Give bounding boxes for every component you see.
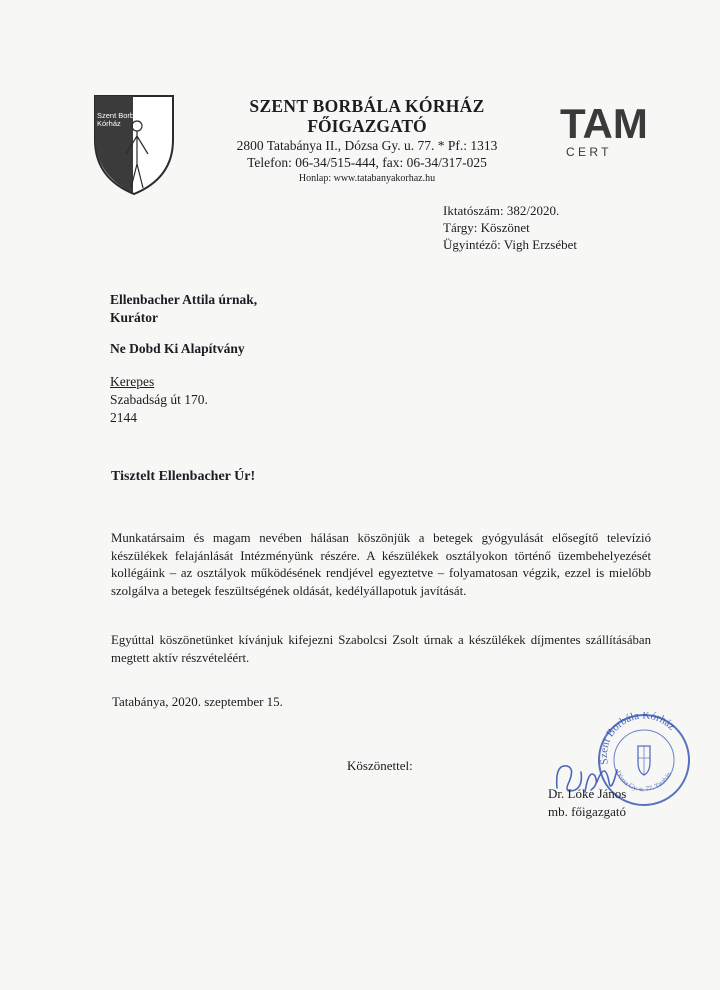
recipient-city: Kerepes [110,374,155,389]
file-number: Iktatószám: 382/2020. [443,203,560,218]
recipient-postcode: 2144 [110,410,137,425]
body-paragraph-1: Munkatársaim és magam nevében hálásan köszönjük a betegek gyógyulását elősegítő televízió készülékek felajánlását Intézményünk részére. A készülékek osztályokon történő üzembehelyezését kollégáink – az osztályok működésének rendjével egyeztetve – folyamatosan végzik, ezzel is mielőbb szolgálva a betegek feszültségének oldását, kedélyállapotuk javítását. [111,531,651,598]
recipient-street: Szabadság út 170. [110,392,208,407]
subject: Tárgy: Köszönet [443,220,530,235]
stamp-text: Szent Borbála Kórház [597,712,678,766]
recipient-block [110,291,257,327]
signer-role: mb. főigazgató [548,804,626,819]
signer-block [548,785,626,821]
closing: Köszönettel: [347,758,413,773]
institution-website: Honlap: www.tatabanyakorhaz.hu [298,173,436,184]
recipient-address [110,373,208,427]
institution-name: SZENT BORBÁLA KÓRHÁZ [249,96,485,116]
letter-date: Tatabánya, 2020. szeptember 15. [112,694,283,709]
institution-title: FŐIGAZGATÓ [307,116,427,136]
administrator: Ügyintéző: Vigh Erzsébet [443,237,577,252]
tam-logo-text: TAM [560,100,648,147]
hospital-shield-icon [93,94,175,196]
institution-phone: Telefon: 06-34/515-444, fax: 06-34/317-025 [247,155,487,170]
logo-text-line2: Kórház [97,119,121,128]
logo-text-line1: Szent Borbála [97,111,145,120]
hospital-logo [93,94,175,196]
recipient-name: Ellenbacher Attila úrnak, [110,292,258,307]
salutation: Tisztelt Ellenbacher Úr! [111,469,256,484]
institution-address: 2800 Tatabánya II., Dózsa Gy. u. 77. * Pf.: 1313 [236,138,498,153]
logo-caption [97,112,144,128]
body-paragraph-2: Egyúttal köszönetünket kívánjuk kifejezni Szabolcsi Zsolt úrnak a készülékek díjmentes szállításában megtett aktív részvételéért. [111,633,651,665]
recipient-foundation: Ne Dobd Ki Alapítvány [110,341,245,356]
cert-logo-text: C E R T [566,145,609,159]
signer-name: Dr. Lóke János [548,786,627,801]
recipient-role: Kurátor [110,310,158,325]
tam-cert-logo [558,100,678,160]
reference-block [443,202,577,253]
stamp-inner-text: Dózsa Gy. u. 77. Tatabán [614,769,674,794]
letterhead [222,96,512,187]
